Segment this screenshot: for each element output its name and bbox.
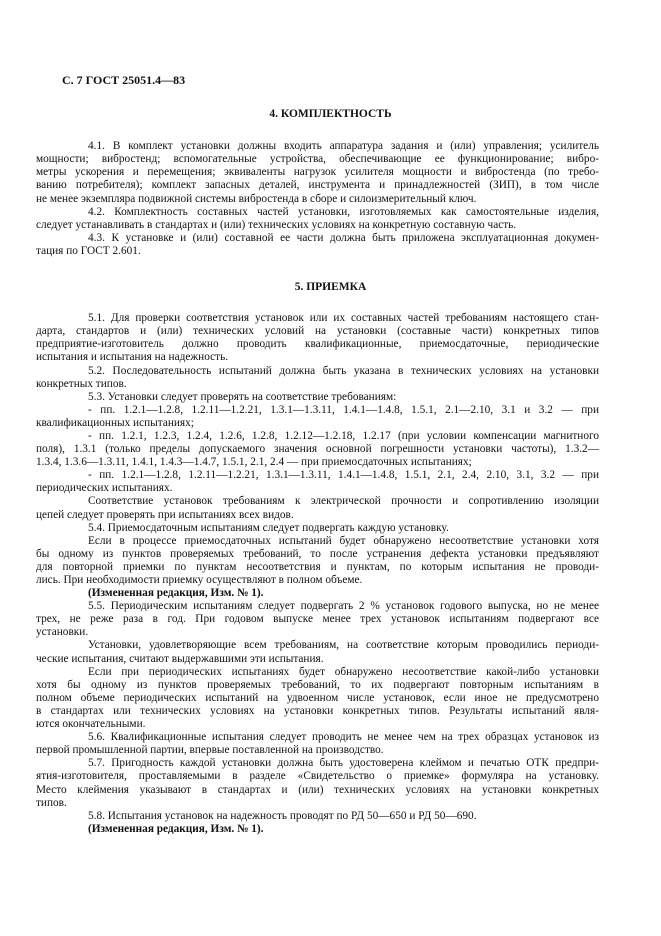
paragraph-5-8: [62, 810, 599, 823]
paragraph-5-5: [36, 600, 599, 639]
text-line: типов.: [36, 796, 67, 809]
text-line: цепей следует проверять при испытаниях всех видов.: [36, 508, 294, 521]
list-item-qualification: [36, 403, 599, 430]
text-line: ятия-изготовителя, проставляемыми в разделе «Свидетельство о приемке» формуляра на установку.: [36, 770, 599, 783]
text-line: конкретных типов.: [36, 377, 127, 390]
text-line: 5.2. Последовательность испытаний должна быть указана в технических условиях на установки: [88, 364, 599, 377]
text-line: 4.2. Комплектность составных частей установки, изготовляемых как самостоятельные изделия,: [88, 205, 599, 218]
paragraph-4-3: [36, 231, 599, 258]
text-line: 5.5. Периодическим испытаниям следует подвергать 2 % установок годового выпуска, но не менее: [88, 600, 599, 613]
text-line: 5.4. Приемосдаточным испытаниям следует подвергать каждую установку.: [88, 521, 449, 534]
text-line: 4.1. В комплект установки должны входить аппаратура задания и (или) управления; усилитель: [88, 140, 599, 153]
paragraph-5-4-retest: [36, 534, 599, 587]
text-line: дарта, стандартов и (или) технических условий на установки (составные части) конкретных типов: [36, 325, 599, 338]
text-line: 5.7. Пригодность каждой установки должна быть удостоверена клеймом и печатью ОТК предпри-: [88, 757, 599, 770]
text-line: ванию потребителя); комплект запасных деталей, инструмента и принадлежностей (ЗИП), в том числе: [36, 179, 599, 192]
text-line: 5.6. Квалификационные испытания следует проводить не менее чем на трех образцах установок из: [88, 731, 599, 744]
paragraph-5-7: [36, 757, 599, 809]
text-line: испытания и испытания на надежность.: [36, 351, 229, 364]
text-line: бы одному из пунктов проверяемых требований, то после устранения дефекта установки предъявляют: [36, 547, 599, 560]
text-line: не менее экземпляра подвижной системы вибростенда в сборе и силоизмерительный ключ.: [36, 192, 477, 205]
paragraph-5-6: [36, 731, 599, 757]
text-line: Установки, удовлетворяющие всем требованиям, на соответствие которым проводились периоди-: [88, 639, 599, 652]
amendment-note: [62, 823, 599, 836]
paragraph-5-5-retest: [36, 665, 599, 731]
text-line: установки.: [36, 626, 89, 639]
amendment-note: [62, 587, 599, 600]
text-line: для повторной приемки по пунктам несоответствия и пунктам, по которым испытания не проводи-: [36, 560, 599, 573]
text-line: (Измененная редакция, Изм. № 1).: [88, 822, 264, 835]
text-line: Если в процессе приемосдаточных испытаний будет обнаружено несоответствие установки хотя: [88, 534, 599, 547]
text-line: 5.3. Установки следует проверять на соответствие требованиям:: [88, 390, 397, 403]
paragraph-5-5-passed: [36, 639, 599, 665]
text-line: первой промышленной партии, впервые поставленной на производство.: [36, 744, 384, 757]
paragraph-5-3-insulation: [36, 495, 599, 521]
text-line: 5.8. Испытания установок на надежность проводят по РД 50—650 и РД 50—690.: [88, 809, 477, 822]
text-line: лись. При необходимости приемку осуществляют в полном объеме.: [36, 574, 363, 586]
text-line: ческие испытания, считают выдержавшими эти испытания.: [36, 652, 324, 665]
paragraph-5-2: [36, 364, 599, 391]
paragraph-5-3: [62, 391, 599, 404]
paragraph-4-2: [36, 205, 599, 232]
text-line: предприятие-изготовитель должно проводить квалификационные, приемосдаточные, периодические: [36, 338, 599, 351]
list-item-acceptance: [36, 429, 599, 469]
text-line: периодических испытаниях.: [36, 482, 173, 495]
text-line: полном объеме периодических испытаний на удвоенном числе установок, если иное не предусмотрено: [36, 691, 599, 704]
text-line: следует устанавливать в стандартах и (или) технических условиях на конкретную составную часть.: [36, 218, 517, 231]
list-item-periodic: [36, 469, 599, 495]
text-line: тация по ГОСТ 2.601.: [36, 244, 141, 257]
text-line: - пп. 1.2.1, 1.2.3, 1.2.4, 1.2.6, 1.2.8, 1.2.12—1.2.18, 1.2.17 (при условии компенсации магнитного: [88, 429, 599, 442]
text-line: поля), 1.3.1 (только пределы допускаемого значения основной погрешности установки частоты), 1.3.2—: [36, 443, 599, 456]
text-line: - пп. 1.2.1—1.2.8, 1.2.11—1.2.21, 1.3.1—1.3.11, 1.4.1—1.4.8, 1.5.1, 2.1, 2.4, 2.10, 3.1, 3.2 — при: [88, 469, 599, 482]
paragraph-5-1: [36, 312, 599, 364]
text-line: (Измененная редакция, Изм. № 1).: [88, 587, 264, 600]
text-line: - пп. 1.2.1—1.2.8, 1.2.11—1.2.21, 1.3.1—1.3.11, 1.4.1—1.4.8, 1.5.1, 2.1—2.10, 3.1 и 3.2 — при: [88, 403, 599, 416]
text-line: трех, не реже раза в год. При годовом выпуске менее трех установок испытаниям подвергают все: [36, 613, 599, 626]
text-line: в стандартах или технических условиях на установки конкретных типов. Результаты испытаний явля-: [36, 704, 599, 717]
text-line: Соответствие установок требованиям к электрической прочности и сопротивлению изоляции: [88, 495, 599, 508]
text-line: мощности; вибростенд; вспомогательные устройства, обеспечивающие ее функционирование; вибро-: [36, 153, 599, 166]
text-line: квалификационных испытаниях;: [36, 416, 194, 429]
section-title-4: 4. КОМПЛЕКТНОСТЬ: [269, 108, 392, 121]
paragraph-5-4: [62, 522, 599, 535]
text-line: метры ускорения и перемещения; эквиваленты нагрузок усилителя мощности и вибростенда (по требо-: [36, 166, 599, 179]
text-line: хотя бы одному из пунктов проверяемых требований, то их подвергают повторным испытаниям в: [36, 678, 599, 691]
text-line: 1.3.4, 1.3.6—1.3.11, 1.4.1, 1.4.3—1.4.7, 1.5.1, 2.1, 2.4 — при приемосдаточных испытаниях;: [36, 456, 472, 469]
text-line: Если при периодических испытаниях будет обнаружено несоответствие какой-либо установки: [88, 665, 599, 678]
text-line: ются окончательными.: [36, 718, 146, 731]
running-head: С. 7 ГОСТ 25051.4—83: [62, 73, 186, 87]
section-title-5: 5. ПРИЕМКА: [294, 281, 367, 294]
text-line: 4.3. К установке и (или) составной ее части должна быть приложена эксплуатационная докумен-: [88, 231, 599, 244]
paragraph-4-1: [36, 140, 599, 205]
text-line: Место клеймения указывают в стандартах и (или) технических условиях на установки конкретных: [36, 783, 599, 796]
text-line: 5.1. Для проверки соответствия установок или их составных частей требованиям настоящего стан-: [88, 312, 599, 325]
